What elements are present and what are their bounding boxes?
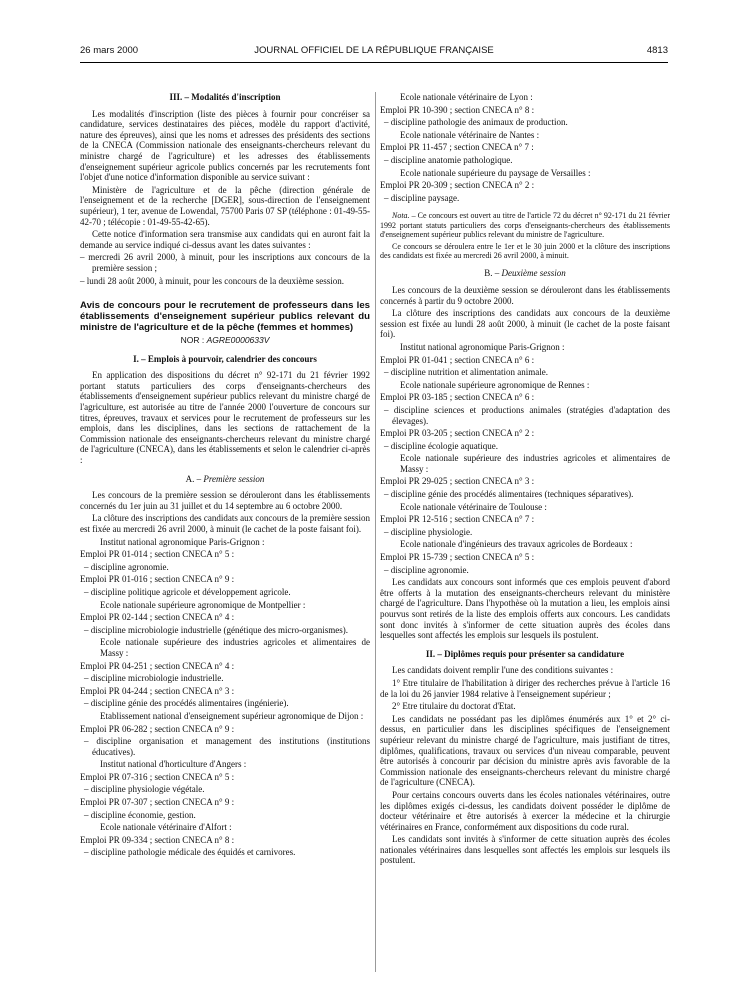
note: Nota. – Ce concours est ouvert au titre de l'article 72 du décret n° 92-171 du 21 février 1992 portant statuts particuliers des corps d'enseignants-chercheurs des établissements d'enseignement supérieur publics relevant du ministre de l'agriculture. xyxy=(380,211,670,240)
discipline: – discipline pathologie médicale des équidés et carnivores. xyxy=(84,847,296,858)
discipline: – discipline microbiologie industrielle. xyxy=(84,673,224,684)
section-a-title: A. – Première session xyxy=(185,473,265,484)
job-line: Emploi PR 04-251 ; section CNECA n° 4 : xyxy=(80,660,235,671)
job-line: Emploi PR 10-390 ; section CNECA n° 8 : xyxy=(380,104,535,115)
discipline: – discipline écologie aquatique. xyxy=(384,440,498,451)
discipline: – discipline pathologie des animaux de production. xyxy=(384,117,568,128)
job-line: Emploi PR 09-334 ; section CNECA n° 8 : xyxy=(80,834,235,845)
institution: Etablissement national d'enseignement supérieur agronomique de Dijon : xyxy=(100,710,364,721)
institution: Institut national d'horticulture d'Angers : xyxy=(100,759,247,770)
institution: Ecole nationale vétérinaire de Nantes : xyxy=(400,129,540,140)
section-b-title: B. – Deuxième session xyxy=(484,268,566,279)
section-1-title: I. – Emplois à pourvoir, calendrier des concours xyxy=(133,353,317,364)
right-column xyxy=(380,92,670,868)
job-line: Emploi PR 03-185 ; section CNECA n° 6 : xyxy=(380,392,535,403)
job-line: Emploi PR 07-316 ; section CNECA n° 5 : xyxy=(80,771,235,782)
job-line: Emploi PR 01-014 ; section CNECA n° 5 : xyxy=(80,549,235,560)
institution: Ecole nationale supérieure agronomique de Rennes : xyxy=(400,379,590,390)
job-line: Emploi PR 12-516 ; section CNECA n° 7 : xyxy=(380,514,535,525)
discipline: – discipline sciences et productions animales (stratégies d'adaptation des élevages). xyxy=(384,404,670,426)
header-date: 26 mars 2000 xyxy=(80,45,139,56)
paragraph: Les candidats doivent remplir l'une des conditions suivantes : xyxy=(392,665,614,676)
institution: Ecole nationale vétérinaire de Toulouse : xyxy=(400,501,547,512)
paragraph: Les candidats sont invités à s'informer de cette situation auprès des écoles nationales vétérinaires dans lesquelles sont affectés les emplois sur lesquels ils postulent. xyxy=(380,834,670,866)
institution: Ecole nationale vétérinaire d'Alfort : xyxy=(100,822,232,833)
job-line: Emploi PR 15-739 ; section CNECA n° 5 : xyxy=(380,552,535,563)
list-item: – lundi 28 août 2000, à minuit, pour les concours de la deuxième session. xyxy=(80,275,344,286)
job-line: Emploi PR 07-307 ; section CNECA n° 9 : xyxy=(80,797,235,808)
discipline: – discipline politique agricole et développement agricole. xyxy=(84,586,291,597)
paragraph: La clôture des inscriptions des candidats aux concours de la deuxième session est fixée au lundi 28 août 2000, à minuit (le cachet de la poste faisant foi). xyxy=(380,308,670,340)
discipline: – discipline génie des procédés alimentaires (ingénierie). xyxy=(84,698,289,709)
paragraph: Les concours de la première session se dérouleront dans les établissements concernés du 1er juin au 31 juillet et du 14 septembre au 6 octobre 2000. xyxy=(80,490,370,511)
job-line: Emploi PR 03-205 ; section CNECA n° 2 : xyxy=(380,428,535,439)
paragraph: Ministère de l'agriculture et de la pêche (direction générale de l'enseignement et de la recherche [DGER], sous-direction de l'enseignement supérieur), 1 ter, avenue de Lowendal, 75700 Paris 07 SP (téléphone : 01-49-55-42-70 ; télécopie : 01-49-55-42-65). xyxy=(80,184,370,227)
discipline: – discipline organisation et management des institutions (institutions éducatives). xyxy=(84,736,370,757)
job-line: Emploi PR 01-041 ; section CNECA n° 6 : xyxy=(380,354,535,365)
institution: Ecole nationale supérieure des industries agricoles et alimentaires de Massy : xyxy=(400,453,670,474)
paragraph: 2° Etre titulaire du doctorat d'Etat. xyxy=(392,701,516,712)
paragraph: Les modalités d'inscription (liste des pièces à fournir pour concréiser sa candidature, services destinataires des pièces, modèle du rapport d'activité, nature des épreuves), ainsi que les noms et adresses des présidents des sections de la CNECA (Commission nationale des enseignants-chercheurs relevant du ministre chargé de l'agriculture) et les adresses des établissements d'enseignement supérieur agricole publics concernés par les recrutements font l'objet d'une notice d'information disponible au service suivant : xyxy=(80,108,370,183)
paragraph: Cette notice d'information sera transmise aux candidats qui en auront fait la demande au service indiqué ci-dessus avant les dates suivantes : xyxy=(80,229,370,250)
institution: Ecole nationale supérieure des industries agricoles et alimentaires de Massy : xyxy=(100,637,370,658)
paragraph: Les concours de la deuxième session se dérouleront dans les établissements concernés à partir du 9 octobre 2000. xyxy=(380,284,670,306)
institution: Ecole nationale d'ingénieurs des travaux agricoles de Bordeaux : xyxy=(400,539,633,550)
section-3-title: III. – Modalités d'inscription xyxy=(169,92,281,102)
notice-title: Avis de concours pour le recrutement de professeurs dans les établissements d'enseignement supérieur publics relevant du ministre de l'agriculture et de la pêche (femmes et hommes) xyxy=(80,300,370,334)
discipline: – discipline agronomie. xyxy=(84,561,169,572)
institution: Ecole nationale supérieure du paysage de Versailles : xyxy=(400,167,591,178)
paragraph: 1° Etre titulaire de l'habilitation à diriger des recherches prévue à l'article 16 de la loi du 26 janvier 1984 relative à l'enseignement supérieur ; xyxy=(380,677,670,699)
column-divider xyxy=(375,92,376,972)
discipline: – discipline physiologie. xyxy=(384,526,473,537)
discipline: – discipline nutrition et alimentation animale. xyxy=(384,367,548,378)
job-line: Emploi PR 29-025 ; section CNECA n° 3 : xyxy=(380,476,535,487)
section-2-title: II. – Diplômes requis pour présenter sa candidature xyxy=(425,648,625,659)
nor-reference: NOR : AGRE0000633V xyxy=(180,335,270,346)
job-line: Emploi PR 06-282 ; section CNECA n° 9 : xyxy=(80,723,235,734)
list-item: – mercredi 26 avril 2000, à minuit, pour les inscriptions aux concours de la première session ; xyxy=(80,252,370,273)
page-header xyxy=(80,45,668,59)
discipline: – discipline génie des procédés alimentaires (techniques séparatives). xyxy=(384,489,634,500)
institution: Ecole nationale vétérinaire de Lyon : xyxy=(400,92,533,102)
note: Ce concours se déroulera entre le 1er et le 30 juin 2000 et la clôture des inscriptions des candidats est fixée au mercredi 26 avril 2000, à minuit. xyxy=(380,241,670,260)
paragraph: En application des dispositions du décret n° 92-171 du 21 février 1992 portant statuts particuliers des corps d'enseignants-chercheurs des établissements d'enseignement supérieur publics relevant du ministre chargé de l'agriculture, est autorisée au titre de l'année 2000 l'ouverture de concours sur titres, épreuves, travaux et services pour le recrutement de professeurs sur les emplois, dans les disciplines, dans les sections de rattachement de la Commission nationale des enseignants-chercheurs relevant du ministre chargé de l'agriculture (CNECA), dans les établissements et selon le calendrier ci-après : xyxy=(80,370,370,466)
paragraph: La clôture des inscriptions des candidats aux concours de la première session est fixée au mercredi 26 avril 2000, à minuit (le cachet de la poste faisant foi). xyxy=(80,513,370,534)
discipline: – discipline physiologie végétale. xyxy=(84,784,205,795)
discipline: – discipline paysage. xyxy=(384,192,460,203)
header-rule xyxy=(80,62,668,63)
paragraph: Pour certains concours ouverts dans les écoles nationales vétérinaires, outre les diplômes exigés ci-dessus, les candidats doivent posséder le diplôme de docteur vétérinaire et être autorisés à exercer la médecine et la chirurgie vétérinaires en France, conformément aux dispositions du code rural. xyxy=(380,789,670,832)
institution: Institut national agronomique Paris-Grignon : xyxy=(400,341,565,352)
job-line: Emploi PR 20-309 ; section CNECA n° 2 : xyxy=(380,180,535,191)
institution: Ecole nationale supérieure agronomique de Montpellier : xyxy=(100,599,306,610)
journal-title: JOURNAL OFFICIEL DE LA RÉPUBLIQUE FRANÇAISE xyxy=(254,45,494,56)
institution: Institut national agronomique Paris-Grignon : xyxy=(100,536,265,547)
paragraph: Les candidats ne possédant pas les diplômes énumérés aux 1° et 2° ci-dessus, en particulier dans les disciplines spécifiques de l'enseignement supérieur relevant du ministre chargé de l'agriculture, mais justifiant de titres, diplômes, qualifications, travaux ou services d'un niveau comparable, peuvent être autorisés à concourir par décision du ministre après avis favorable de la Commission nationale des enseignants-chercheurs relevant du ministre chargé de l'agriculture (CNECA). xyxy=(380,713,670,788)
left-column xyxy=(80,92,370,860)
job-line: Emploi PR 04-244 ; section CNECA n° 3 : xyxy=(80,685,235,696)
discipline: – discipline anatomie pathologique. xyxy=(384,154,513,165)
discipline: – discipline microbiologie industrielle (génétique des micro-organismes). xyxy=(84,624,349,635)
discipline: – discipline économie, gestion. xyxy=(84,809,196,820)
paragraph: Les candidats aux concours sont informés que ces emplois peuvent d'abord être offerts à la mutation des enseignants-chercheurs relevant du ministère chargé de l'agriculture. Dans l'hypothèse où la mutation a lieu, les emplois ainsi pourvus sont retirés de la liste des emplois offerts aux concours. Les candidats sont donc invités à s'informer de cette situation auprès des écoles dans lesquelles sont affectés les emplois sur lesquels ils postulent. xyxy=(380,577,670,641)
job-line: Emploi PR 02-144 ; section CNECA n° 4 : xyxy=(80,612,235,623)
discipline: – discipline agronomie. xyxy=(384,564,469,575)
page-number: 4813 xyxy=(646,45,668,56)
job-line: Emploi PR 11-457 ; section CNECA n° 7 : xyxy=(380,142,534,153)
job-line: Emploi PR 01-016 ; section CNECA n° 9 : xyxy=(80,574,235,585)
